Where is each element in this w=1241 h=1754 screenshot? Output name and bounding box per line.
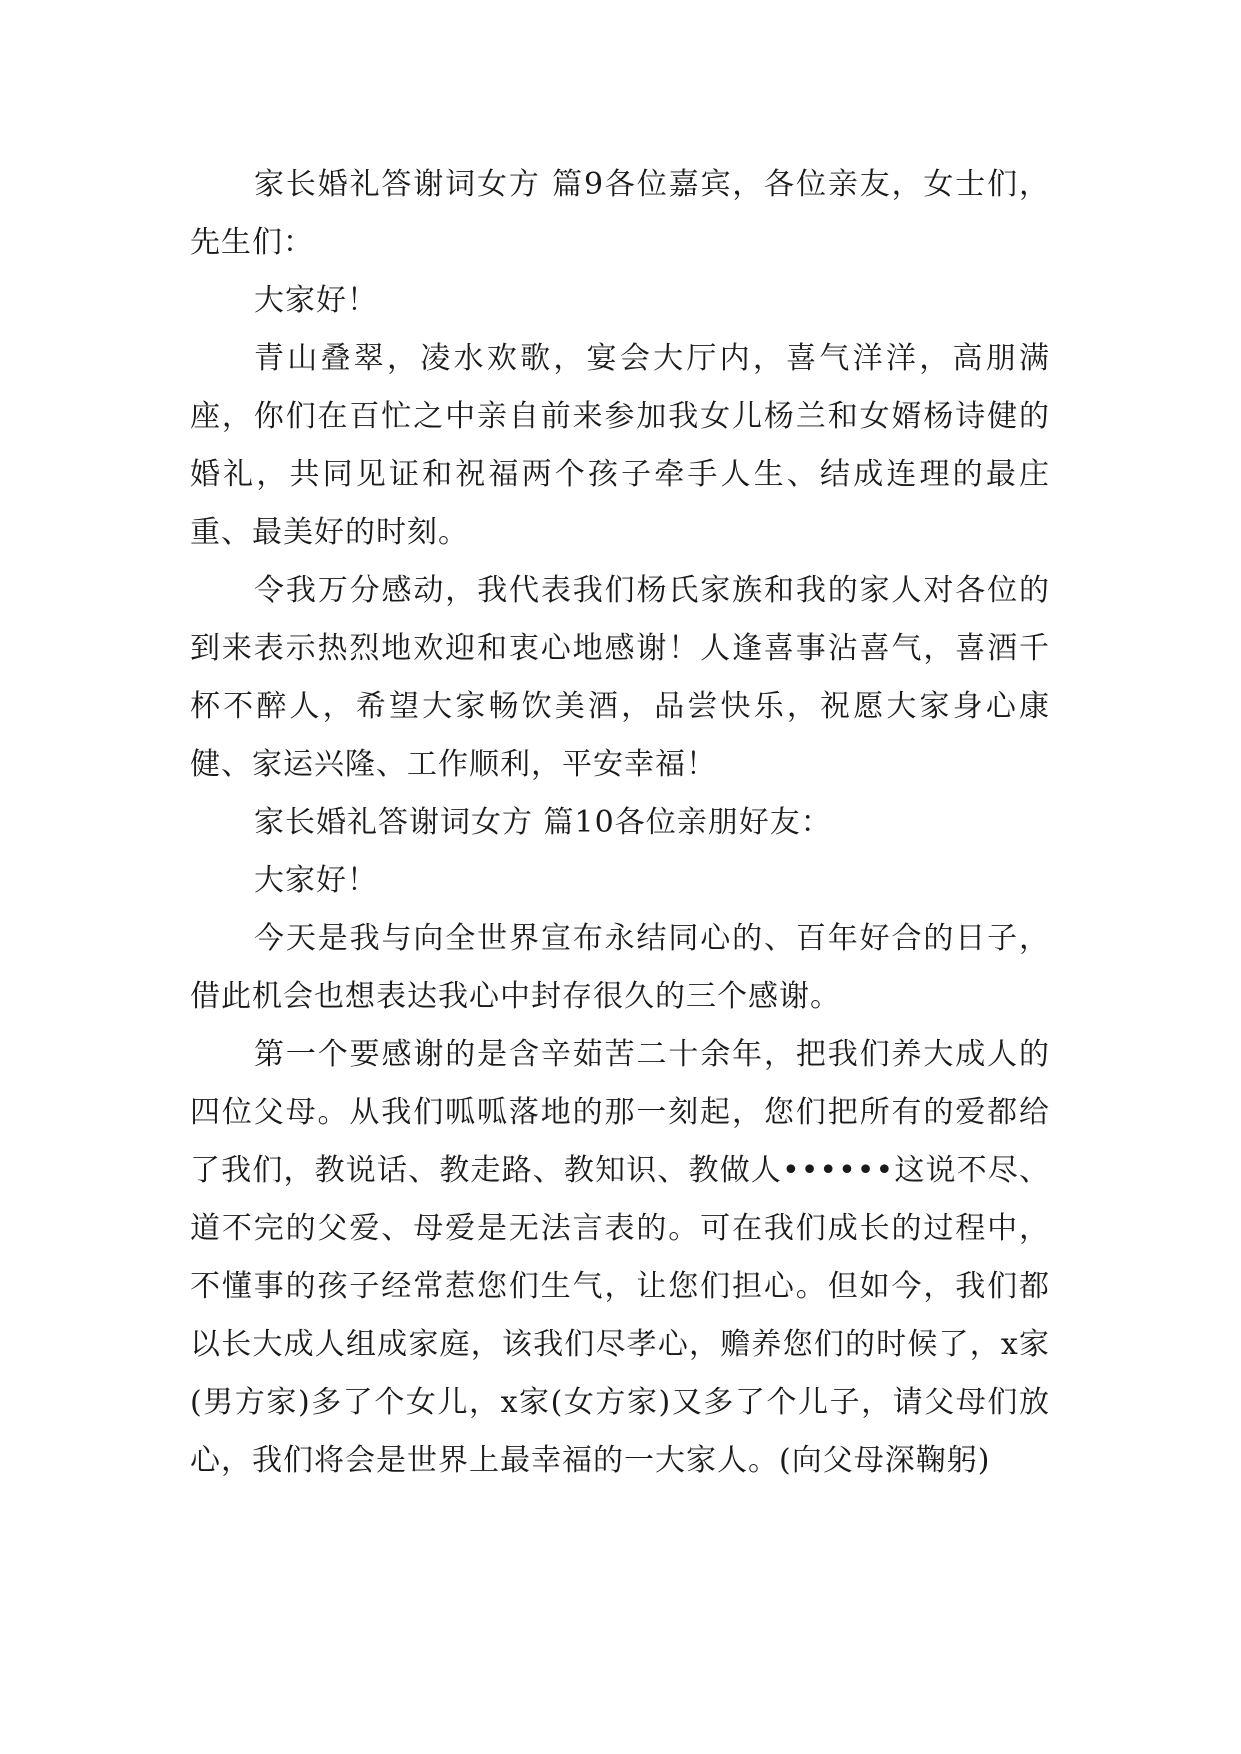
document-body bbox=[190, 156, 1050, 1490]
paragraph-thanks: 令我万分感动，我代表我们杨氏家族和我的家人对各位的到来表示热烈地欢迎和衷心地感谢！人逢喜事沾喜气，喜酒千杯不醉人，希望大家畅饮美酒，品尝快乐，祝愿大家身心康健、家运兴隆、工作顺利，平安幸福！ bbox=[190, 573, 1050, 782]
paragraph-greeting: 大家好！ bbox=[254, 283, 378, 318]
paragraph-welcome: 青山叠翠，凌水欢歌，宴会大厅内，喜气洋洋，高朋满座，你们在百忙之中亲自前来参加我女儿杨兰和女婿杨诗健的婚礼，共同见证和祝福两个孩子牵手人生、结成连理的最庄重、最美好的时刻。 bbox=[190, 341, 1050, 550]
paragraph-first-thanks: 第一个要感谢的是含辛茹苦二十余年，把我们养大成人的四位父母。从我们呱呱落地的那一刻起，您们把所有的爱都给了我们，教说话、教走路、教知识、教做人••••••这说不尽、道不完的父爱、母爱是无法言表的。可在我们成长的过程中，不懂事的孩子经常惹您们生气，让您们担心。但如今，我们都以长大成人组成家庭，该我们尽孝心，赡养您们的时候了，x家(男方家)多了个女儿，x家(女方家)又多了个儿子，请父母们放心，我们将会是世界上最幸福的一大家人。(向父母深鞠躬) bbox=[190, 1037, 1050, 1478]
paragraph-intro: 今天是我与向全世界宣布永结同心的、百年好合的日子，借此机会也想表达我心中封存很久的三个感谢。 bbox=[190, 921, 1050, 1014]
paragraph-heading-9: 家长婚礼答谢词女方 篇9各位嘉宾，各位亲友，女士们，先生们： bbox=[190, 167, 1050, 260]
paragraph-greeting-2: 大家好！ bbox=[254, 863, 378, 898]
paragraph-heading-10: 家长婚礼答谢词女方 篇10各位亲朋好友： bbox=[254, 805, 832, 840]
